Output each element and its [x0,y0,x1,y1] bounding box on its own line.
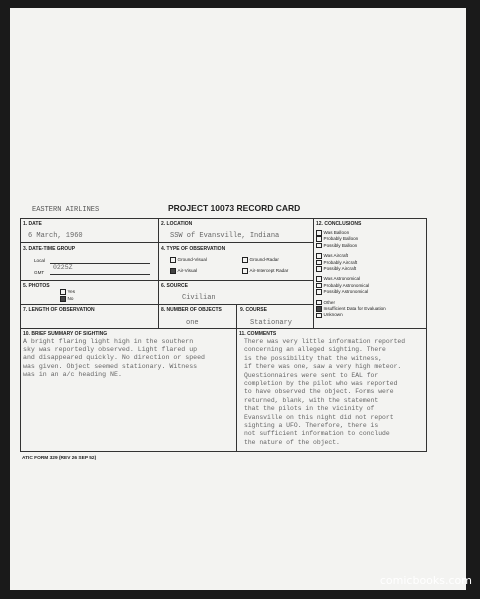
photos-no: No [60,296,73,302]
checkbox-icon [170,257,176,263]
conclusion-option: Probably Balloon [316,236,386,242]
conclusions-label: 12. CONCLUSIONS [316,221,362,227]
conclusion-option: Unknown [316,312,386,318]
form-title: PROJECT 10073 RECORD CARD [168,203,301,213]
conclusion-option: Was Astronomical [316,276,386,282]
num-objects-label: 8. NUMBER OF OBJECTS [161,307,222,313]
conclusion-option: Probably Astronomical [316,283,386,289]
comment-line: that the pilots in the vicinity of [244,405,375,413]
comment-line: Evansville on this night did not report [244,413,394,421]
summary-line: sky was reportedly observed. Light flared up [23,346,198,354]
num-objects-value: one [186,319,199,327]
conclusion-option: Possibly Balloon [316,243,386,249]
comment-line: Questionnaires were sent to EAL for [244,371,379,379]
option-ground-visual: Ground-Visual [170,257,207,263]
form-number: ATIC FORM 329 (REV 26 SEP 52) [22,456,97,461]
comment-line: the nature of the object. [244,438,340,446]
source-value: Civilian [182,294,216,302]
date-value: 6 March, 1960 [28,232,83,240]
summary-line: and disappeared quickly. No direction or speed [23,354,206,362]
checkbox-checked-icon [316,306,322,312]
comment-line: returned, blank, with the statement [244,396,379,404]
checkbox-icon [316,283,322,289]
record-card-page [10,8,466,590]
conclusion-option: Was Aircraft [316,253,386,259]
checkbox-icon [316,300,322,306]
conclusion-option: Probably Aircraft [316,260,386,266]
conclusions-list [316,230,386,319]
checkbox-icon [316,243,322,249]
length-label: 7. LENGTH OF OBSERVATION [23,307,95,313]
source-label: 6. SOURCE [161,283,188,289]
conclusion-option: Other [316,300,386,306]
checkbox-icon [316,236,322,242]
conclusion-option: Insufficient Data for Evaluation [316,306,386,312]
option-ground-radar: Ground-Radar [242,257,279,263]
checkbox-icon [242,268,248,274]
watermark: comicbooks.com [379,574,472,587]
checkbox-icon [316,276,322,282]
photos-label: 5. PHOTOS [23,283,50,289]
conclusion-group-astronomical [316,276,386,295]
option-air-visual: Air-Visual [170,268,197,274]
summary-line: was given. Object seemed stationary. Witness [23,362,198,370]
local-label: Local [34,258,45,263]
dtg-label: 3. DATE-TIME GROUP [23,246,76,252]
summary-label: 10. BRIEF SUMMARY OF SIGHTING [23,331,108,337]
comments-text [244,338,405,447]
airline-stamp: EASTERN AIRLINES [32,206,100,214]
conclusion-option: Was Balloon [316,230,386,236]
checkbox-icon [242,257,248,263]
summary-line: was in an a/c heading NE. [23,370,122,378]
checkbox-checked-icon [60,296,66,302]
option-air-intercept-radar: Air-Intercept Radar [242,268,288,274]
checkbox-icon [316,289,322,295]
comment-line: concerning an alleged sighting. There [244,346,386,354]
conclusion-option: Possibly Astronomical [316,289,386,295]
comment-line: is the possibility that the witness, [244,354,383,362]
checkbox-icon [316,266,322,272]
gmt-label: GMT [34,270,45,275]
checkbox-icon [316,313,322,319]
type-obs-label: 4. TYPE OF OBSERVATION [161,246,226,252]
comment-line: completion by the pilot who was reported [244,380,398,388]
date-label: 1. DATE [23,221,42,227]
comment-line: to have observed the object. Forms were [244,388,394,396]
course-label: 9. COURSE [240,307,267,313]
gmt-value: 0225Z [53,264,73,271]
comment-line: There was very little information reported [244,338,406,345]
summary-line: A bright flaring light high in the southern [23,338,194,345]
checkbox-checked-icon [170,268,176,274]
comment-line: if there was one, saw a very high meteor. [244,363,402,371]
comments-label: 11. COMMENTS [239,331,277,337]
conclusion-group-other [316,300,386,319]
checkbox-icon [316,230,322,236]
checkbox-icon [60,289,66,295]
location-label: 2. LOCATION [161,221,193,227]
course-value: Stationary [250,319,293,327]
checkbox-icon [316,253,322,259]
conclusion-group-aircraft [316,253,386,272]
summary-text [23,338,205,379]
conclusion-option: Possibly Aircraft [316,266,386,272]
comment-line: sighting a UFO. Therefore, there is [244,422,379,430]
checkbox-icon [316,260,322,266]
comment-line: not sufficient information to conclude [244,430,390,438]
location-value: SSW of Evansville, Indiana [170,232,280,240]
conclusion-group-balloon [316,230,386,249]
photos-yes: Yes [60,289,75,295]
